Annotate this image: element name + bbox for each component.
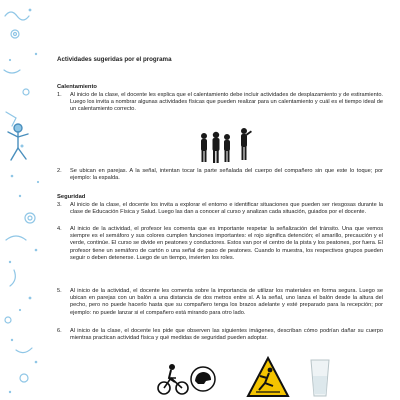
item-text: Al inicio de la clase, el docente les pide que observen las siguientes imágenes, describan cómo podrían dañar su cuerpo mientras practican actividad física y qué medidas de seguridad pueden adoptar. <box>70 328 383 342</box>
item-text: Al inicio de la actividad, el profesor les comenta que es importante respetar la señalización del tránsito. Una que vemos siempre es el semáforo y sus colores cumplen funciones importantes: el rojo significa detención; el amarillo, precaución y el verde, continúe. El curso se divide en peatones y conductores. Estos van por el centro de la pista y los peatones, por fuera. El profesor tiene un semáforo de cartón o una señal de paso de peatones. Cuando lo muestra, los respectivos grupos pueden seguir o deben detenerse. Luego de un tiempo, invierten los roles. <box>70 226 383 261</box>
list-item <box>57 328 383 342</box>
water-glass-icon <box>308 358 332 398</box>
caution-slip-sign-icon <box>246 356 290 400</box>
cyclist-icon <box>156 362 190 396</box>
item-number: 6. <box>57 328 62 334</box>
list-item <box>57 92 383 114</box>
section-heading-seguridad: Seguridad <box>57 194 86 200</box>
stick-figure-icon <box>8 124 28 160</box>
item-text: Al inicio de la clase, el docente les explica que el calentamiento debe incluir actividades de desplazamiento y de estiramiento. Luego los invita a nombrar algunas actividades físicas que pueden realizar para un calentamiento y cuál es el tiempo ideal de un calentamiento correcto. <box>70 92 383 113</box>
children-group-icon <box>196 126 254 166</box>
list-item <box>57 226 383 262</box>
list-item <box>57 288 383 317</box>
item-number: 3. <box>57 202 62 208</box>
item-text: Al inicio de la clase, el docente los invita a explorar el entorno e identificar situaciones que pueden ser riesgosas durante la clase de Educación Física y Salud. Luego las dan a conocer al curso y analizan cada situación, guiados por el docente. <box>70 202 383 216</box>
item-number: 1. <box>57 92 62 98</box>
item-text: Al inicio de la actividad, el docente les comenta sobre la importancia de utilizar los materiales en forma segura. Luego se ubican en parejas con un balón a una distancia de dos metros entre sí. A la señal, uno lanza el balón desde la altura del pecho, pero no puede hacerlo hasta que su compañero tenga los brazos adelante y esté preparado para la recepción; por ejemplo: no puede lanzar si el compañero está mirando para otro lado. <box>70 288 383 316</box>
list-item <box>57 202 383 216</box>
item-number: 5. <box>57 288 62 294</box>
section-heading-calentamiento: Calentamiento <box>57 84 97 90</box>
list-item <box>57 168 383 182</box>
decorative-side-border <box>0 0 46 400</box>
helmet-icon <box>190 366 216 392</box>
item-text: Se ubican en parejas. A la señal, intentan tocar la parte señalada del cuerpo del compañero sin que este lo toque; por ejemplo: la espalda. <box>70 168 383 182</box>
page-title: Actividades sugeridas por el programa <box>57 56 172 63</box>
item-number: 4. <box>57 226 62 232</box>
item-number: 2. <box>57 168 62 174</box>
